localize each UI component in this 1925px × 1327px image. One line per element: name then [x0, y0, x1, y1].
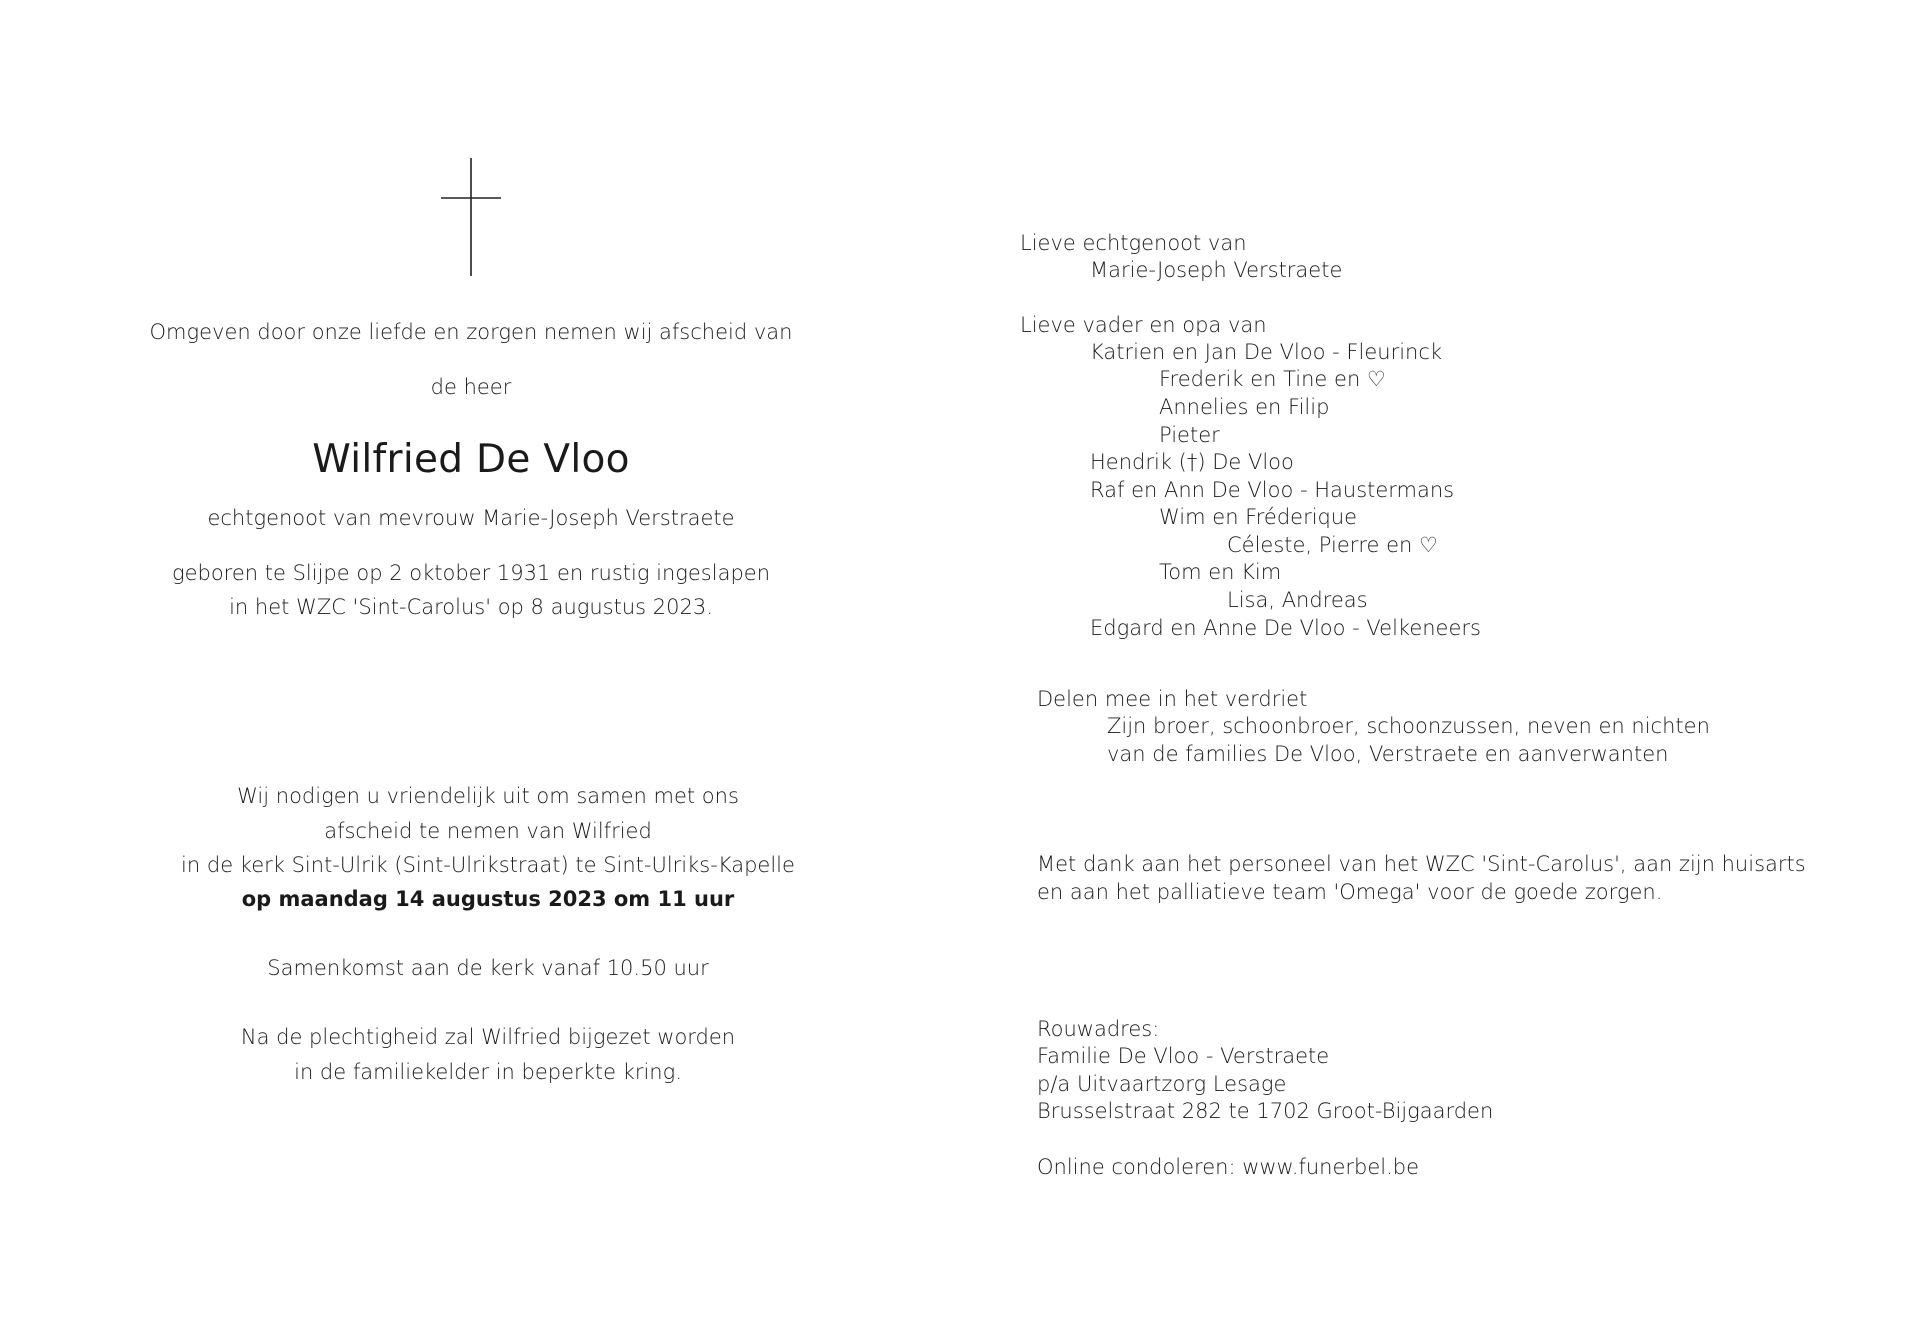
share-heading: Delen mee in het verdriet — [1037, 687, 1308, 711]
thanks-line: en aan het palliatieve team 'Omega' voor de goede zorgen. — [1037, 880, 1663, 904]
family-member: Lisa, Andreas — [1227, 588, 1368, 612]
address-line: Brusselstraat 282 te 1702 Groot-Bijgaarden — [1037, 1099, 1494, 1123]
family-heading: Lieve vader en opa van — [1020, 313, 1267, 337]
family-member: Hendrik (†) De Vloo — [1090, 450, 1294, 474]
address-line: p/a Uitvaartzorg Lesage — [1037, 1072, 1287, 1096]
address-line: Familie De Vloo - Verstraete — [1037, 1044, 1330, 1068]
family-member: Frederik en Tine en ♡ — [1159, 367, 1386, 391]
spouse-line: echtgenoot van mevrouw Marie-Joseph Verstraete — [207, 506, 735, 530]
family-member: Pieter — [1159, 423, 1220, 447]
invite-line: Wij nodigen u vriendelijk uit om samen met ons — [237, 784, 739, 808]
family-member: Raf en Ann De Vloo - Haustermans — [1090, 478, 1455, 502]
family-member: Edgard en Anne De Vloo - Velkeneers — [1090, 616, 1481, 640]
died-line: in het WZC 'Sint-Carolus' op 8 augustus 2023. — [229, 595, 713, 619]
born-line: geboren te Slijpe op 2 oktober 1931 en rustig ingeslapen — [171, 561, 771, 585]
family-member: Céleste, Pierre en ♡ — [1227, 533, 1438, 557]
gathering-text: Samenkomst aan de kerk vanaf 10.50 uur — [267, 956, 709, 980]
share-line: Zijn broer, schoonbroer, schoonzussen, neven en nichten — [1107, 714, 1710, 738]
deceased-name: Wilfried De Vloo — [312, 437, 630, 482]
spouse-heading: Lieve echtgenoot van — [1020, 231, 1247, 255]
invite-line: afscheid te nemen van Wilfried — [324, 819, 652, 843]
spouse-name: Marie-Joseph Verstraete — [1090, 258, 1343, 282]
family-member: Wim en Fréderique — [1159, 505, 1358, 529]
share-line: van de families De Vloo, Verstraete en aanverwanten — [1107, 742, 1669, 766]
service-date: op maandag 14 augustus 2023 om 11 uur — [241, 887, 735, 911]
burial-line: Na de plechtigheid zal Wilfried bijgezet worden — [240, 1025, 736, 1049]
family-member: Annelies en Filip — [1159, 395, 1330, 419]
family-member: Tom en Kim — [1159, 560, 1282, 584]
thanks-line: Met dank aan het personeel van het WZC 'Sint-Carolus', aan zijn huisarts — [1037, 852, 1806, 876]
family-member: Katrien en Jan De Vloo - Fleurinck — [1090, 340, 1443, 364]
honorific: de heer — [430, 375, 512, 399]
cross-icon — [440, 158, 502, 278]
address-line: Rouwadres: — [1037, 1017, 1160, 1041]
burial-line: in de familiekelder in beperkte kring. — [294, 1060, 682, 1084]
online-condolence: Online condoleren: www.funerbel.be — [1037, 1155, 1420, 1179]
invite-line: in de kerk Sint-Ulrik (Sint-Ulrikstraat) te Sint-Ulriks-Kapelle — [181, 853, 795, 877]
intro-text: Omgeven door onze liefde en zorgen nemen wij afscheid van — [149, 320, 793, 344]
